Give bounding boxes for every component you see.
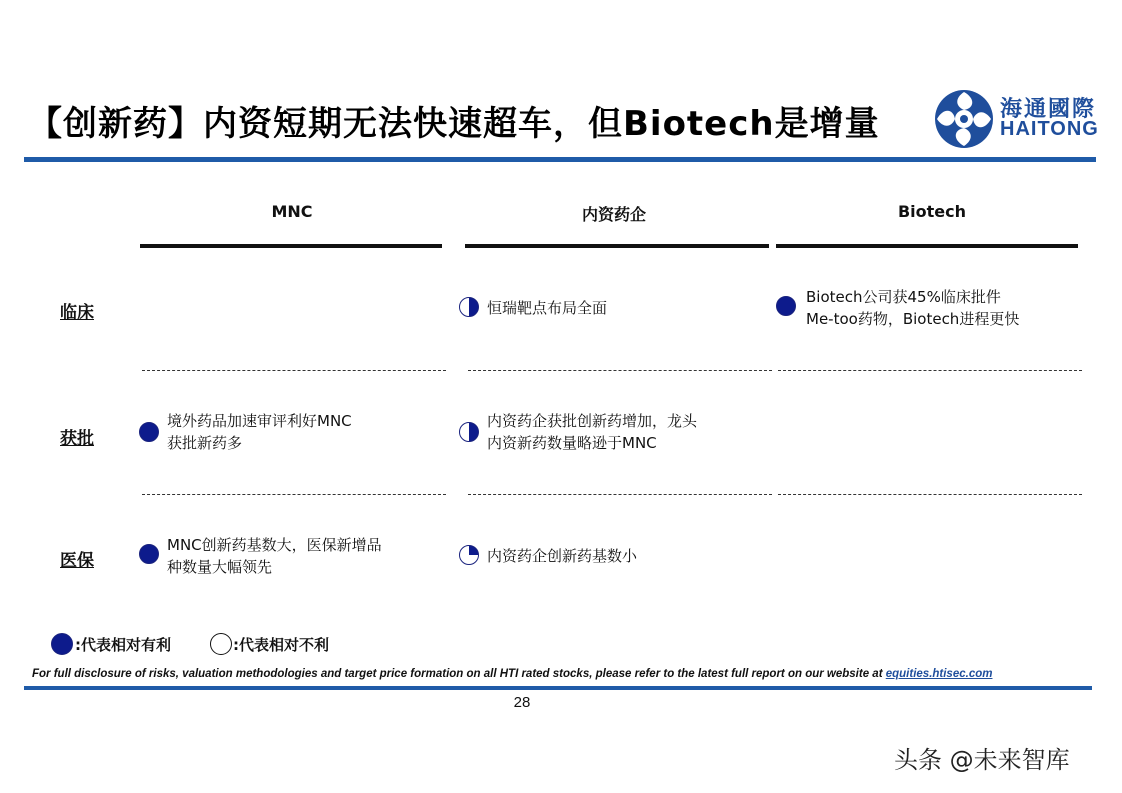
row-separator xyxy=(468,370,772,371)
column-rule-biotech xyxy=(776,244,1078,248)
cell-approval-domestic: 内资药企获批创新药增加，龙头 内资新药数量略逊于MNC xyxy=(487,412,698,452)
website-link[interactable]: equities.htisec.com xyxy=(885,668,993,680)
watermark: 头条 @未来智库 xyxy=(894,746,1070,774)
row-separator xyxy=(778,494,1082,495)
disclaimer: For full disclosure of risks, valuation methodologies and target price formation on all HTI rated stocks, please refer to the latest full report on our website at equities.htisec.com xyxy=(32,668,993,680)
column-rule-mnc xyxy=(140,244,442,248)
cell-clinical-biotech: Biotech公司获45%临床批件 Me-too药物，Biotech进程更快 xyxy=(806,288,1020,328)
column-header-biotech: Biotech xyxy=(897,202,967,221)
full-circle-icon xyxy=(51,633,73,655)
half-circle-icon xyxy=(459,422,479,442)
title-divider xyxy=(24,157,1096,162)
legend-unfavorable: :代表相对不利 xyxy=(233,636,329,654)
page-number: 28 xyxy=(513,694,531,711)
row-separator xyxy=(142,370,446,371)
row-label-approval: 获批 xyxy=(60,429,94,449)
quarter-circle-icon xyxy=(459,545,479,565)
legend-favorable: :代表相对有利 xyxy=(75,636,171,654)
empty-circle-icon xyxy=(210,633,232,655)
row-separator xyxy=(468,494,772,495)
full-circle-icon xyxy=(139,422,159,442)
cell-insurance-mnc: MNC创新药基数大，医保新增品 种数量大幅领先 xyxy=(167,536,382,576)
full-circle-icon xyxy=(139,544,159,564)
footer-divider xyxy=(24,686,1092,690)
cell-clinical-domestic: 恒瑞靶点布局全面 xyxy=(487,299,608,317)
half-circle-icon xyxy=(459,297,479,317)
cell-approval-mnc: 境外药品加速审评利好MNC 获批新药多 xyxy=(167,412,352,452)
full-circle-icon xyxy=(776,296,796,316)
column-header-mnc: MNC xyxy=(271,202,313,221)
page-title: 【创新药】内资短期无法快速超车，但Biotech是增量 xyxy=(28,104,880,144)
row-label-insurance: 医保 xyxy=(60,551,94,571)
haitong-emblem-icon xyxy=(933,88,995,150)
column-rule-domestic xyxy=(465,244,769,248)
cell-insurance-domestic: 内资药企创新药基数小 xyxy=(487,547,638,565)
row-label-clinical: 临床 xyxy=(60,303,94,323)
column-header-domestic: 内资药企 xyxy=(581,205,646,224)
logo-text-cn: 海通國際 xyxy=(1000,97,1097,122)
row-separator xyxy=(142,494,446,495)
logo-text-en: HAITONG xyxy=(1000,118,1099,140)
row-separator xyxy=(778,370,1082,371)
